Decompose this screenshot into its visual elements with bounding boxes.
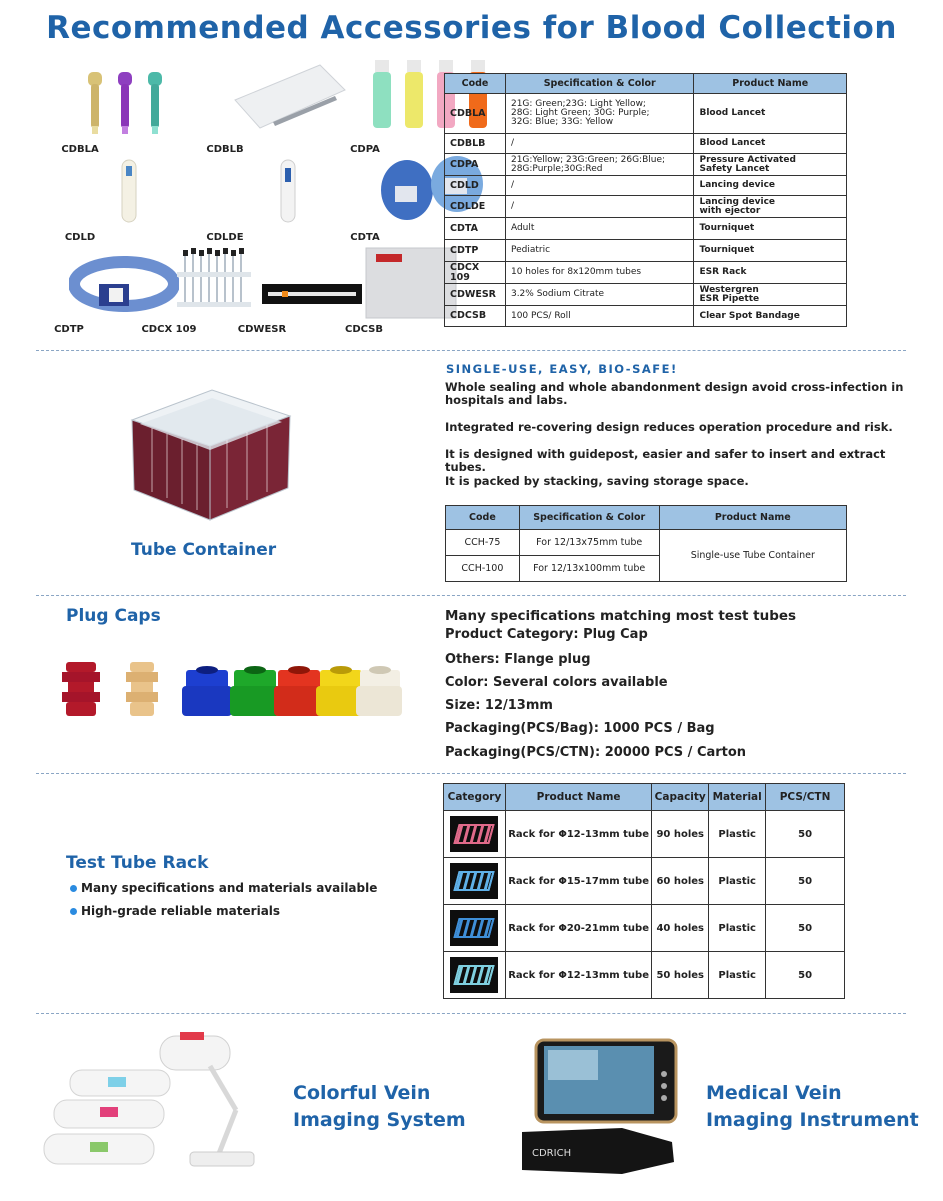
table-cell: Plastic: [709, 952, 766, 999]
colorful-vein-imaging-image: [40, 1030, 260, 1180]
table-cell: 60 holes: [652, 858, 709, 905]
col-header-material: Material: [709, 784, 766, 811]
bullet-dot-icon: [70, 885, 77, 892]
table-cell: Lancing device: [694, 176, 847, 196]
col-header-product: Product Name: [505, 784, 651, 811]
plug-caps-line: Product Category: Plug Cap: [445, 627, 648, 642]
label-line: Imaging System: [293, 1108, 466, 1131]
table-row: [445, 154, 847, 176]
table-row: [444, 952, 845, 999]
table-row: [445, 262, 847, 284]
table-cell: CDWESR: [445, 284, 506, 306]
plug-caps-line: Size: 12/13mm: [445, 698, 553, 713]
rack-bullet: [70, 881, 377, 895]
table-cell: /: [505, 176, 694, 196]
table-cell: Westergren ESR Pipette: [694, 284, 847, 306]
rack-image: [450, 816, 498, 852]
col-header-code: Code: [446, 506, 520, 530]
tube-container-tagline: SINGLE-USE, EASY, BIO-SAFE!: [446, 362, 678, 376]
table-row: [444, 811, 845, 858]
table-cell: Plastic: [709, 811, 766, 858]
plug-caps-title: Plug Caps: [66, 606, 161, 626]
table-cell: 50 holes: [652, 952, 709, 999]
tube-container-image: [112, 380, 302, 530]
table-cell: Blood Lancet: [694, 134, 847, 154]
rack-image: [450, 910, 498, 946]
product-cdwesr: [212, 254, 312, 340]
rack-shape: [454, 918, 495, 938]
product-cdtp: [14, 254, 124, 340]
rack-table: [443, 783, 845, 999]
product-cdblb: [160, 60, 290, 158]
medical-vein-label: [706, 1080, 919, 1133]
table-cell: CDCX 109: [445, 262, 506, 284]
table-cell: Rack for Φ12-13mm tube: [505, 811, 651, 858]
product-cdbla: [30, 68, 130, 158]
col-header-pcs: PCS/CTN: [766, 784, 845, 811]
product-label: CDWESR: [237, 324, 287, 335]
table-cell: Pediatric: [505, 240, 694, 262]
table-cell: Blood Lancet: [694, 94, 847, 134]
table-cell: CDLD: [445, 176, 506, 196]
col-header-spec: Specification & Color: [519, 506, 659, 530]
plug-caps-image: [58, 656, 404, 722]
product-cdcx109: [124, 244, 214, 340]
product-label: CDLDE: [206, 232, 244, 243]
rack-shape: [454, 871, 495, 891]
col-header-spec: Specification & Color: [505, 74, 694, 94]
plug-caps-line: Packaging(PCS/Bag): 1000 PCS / Bag: [445, 721, 715, 736]
col-header-category: Category: [444, 784, 506, 811]
table-cell: Pressure Activated Safety Lancet: [694, 154, 847, 176]
col-header-product: Product Name: [694, 74, 847, 94]
table-cell: Clear Spot Bandage: [694, 306, 847, 327]
table-cell: CDTP: [445, 240, 506, 262]
col-header-capacity: Capacity: [652, 784, 709, 811]
table-row: [445, 176, 847, 196]
table-cell: 40 holes: [652, 905, 709, 952]
product-cdcsb: [316, 244, 412, 340]
section-divider: [36, 773, 906, 774]
table-row: [445, 94, 847, 134]
table-row: [445, 240, 847, 262]
label-line: Medical Vein: [706, 1082, 842, 1104]
product-label: CDBLB: [206, 144, 244, 155]
table-cell: 90 holes: [652, 811, 709, 858]
plug-caps-line: Others: Flange plug: [445, 652, 591, 667]
product-cdld: [30, 158, 130, 244]
bullet-text: Many specifications and materials available: [81, 881, 378, 895]
rack-bullet: [70, 904, 280, 918]
table-row: [445, 284, 847, 306]
product-cdta: [300, 150, 430, 244]
table-cell: Plastic: [709, 858, 766, 905]
table-cell: 50: [766, 905, 845, 952]
col-header-code: Code: [445, 74, 506, 94]
table-cell: Rack for Φ15-17mm tube: [505, 858, 651, 905]
product-cdlde: [160, 158, 290, 244]
table-cell: Single-use Tube Container: [659, 530, 846, 582]
table-cell: 50: [766, 952, 845, 999]
table-cell: 50: [766, 858, 845, 905]
col-header-product: Product Name: [659, 506, 846, 530]
table-cell: Adult: [505, 218, 694, 240]
table-cell: 3.2% Sodium Citrate: [505, 284, 694, 306]
table-cell: 21G:Yellow; 23G:Green; 26G:Blue; 28G:Purple;30G:Red: [505, 154, 694, 176]
tube-point: Integrated re-covering design reduces operation procedure and risk.: [445, 420, 893, 434]
table-cell: 100 PCS/ Roll: [505, 306, 694, 327]
table-row: [445, 134, 847, 154]
table-cell: CDTA: [445, 218, 506, 240]
label-line: Imaging Instrument: [706, 1108, 919, 1131]
table-row: [445, 196, 847, 218]
medical-vein-instrument-image: [512, 1034, 692, 1184]
table-cell: For 12/13x100mm tube: [519, 556, 659, 582]
table-cell: CDLDE: [445, 196, 506, 218]
colorful-vein-label: [293, 1080, 466, 1133]
tube-point: Whole sealing and whole abandonment design avoid cross-infection in hospitals and labs.: [445, 380, 904, 408]
table-row: [445, 306, 847, 327]
product-label: CDLD: [64, 232, 96, 243]
tube-point: It is designed with guidepost, easier and safer to insert and extract tubes.: [445, 447, 886, 475]
accessory-spec-table: [444, 73, 847, 327]
rack-thumbnail: [444, 858, 506, 905]
rack-image: [450, 863, 498, 899]
plug-caps-headline: Many specifications matching most test tubes: [445, 608, 797, 624]
tube-container-caption: Tube Container: [131, 540, 277, 560]
table-cell: CCH-100: [446, 556, 520, 582]
section-divider: [36, 1013, 906, 1014]
table-cell: For 12/13x75mm tube: [519, 530, 659, 556]
table-cell: Rack for Φ20-21mm tube: [505, 905, 651, 952]
table-cell: /: [505, 196, 694, 218]
product-label: CDCSB: [345, 324, 383, 335]
table-cell: 21G: Green;23G: Light Yellow; 28G: Light Green; 30G: Purple; 32G: Blue; 33G: Yellow: [505, 94, 694, 134]
product-label: CDTA: [350, 232, 380, 243]
table-cell: CDPA: [445, 154, 506, 176]
brand-logo-text: CDRICH: [532, 1148, 572, 1159]
table-cell: CDBLA: [445, 94, 506, 134]
tube-point: It is packed by stacking, saving storage space.: [445, 474, 749, 488]
tube-container-table: [445, 505, 847, 582]
rack-thumbnail: [444, 905, 506, 952]
table-cell: ESR Rack: [694, 262, 847, 284]
rack-thumbnail: [444, 952, 506, 999]
table-cell: CDCSB: [445, 306, 506, 327]
plug-caps-line: Color: Several colors available: [445, 675, 668, 690]
rack-shape: [454, 824, 495, 844]
rack-image: [450, 957, 498, 993]
rack-title: Test Tube Rack: [66, 853, 209, 873]
section-divider: [36, 595, 906, 596]
table-cell: 50: [766, 811, 845, 858]
product-label: CDCX 109: [141, 324, 197, 335]
product-label: CDBLA: [61, 144, 99, 155]
table-cell: Plastic: [709, 905, 766, 952]
table-cell: Lancing device with ejector: [694, 196, 847, 218]
section-divider: [36, 350, 906, 351]
bullet-dot-icon: [70, 908, 77, 915]
table-cell: Tourniquet: [694, 218, 847, 240]
table-cell: Rack for Φ12-13mm tube: [505, 952, 651, 999]
table-row: [444, 905, 845, 952]
table-cell: 10 holes for 8x120mm tubes: [505, 262, 694, 284]
table-cell: CDBLB: [445, 134, 506, 154]
bullet-text: High-grade reliable materials: [81, 904, 281, 918]
product-cdpa: [300, 56, 430, 158]
table-cell: CCH-75: [446, 530, 520, 556]
label-line: Colorful Vein: [293, 1082, 431, 1104]
rack-thumbnail: [444, 811, 506, 858]
table-cell: Tourniquet: [694, 240, 847, 262]
page-title: Recommended Accessories for Blood Collection: [46, 10, 897, 46]
table-row: [445, 218, 847, 240]
table-row: [444, 858, 845, 905]
product-label: CDPA: [350, 144, 380, 155]
plug-caps-line: Packaging(PCS/CTN): 20000 PCS / Carton: [445, 745, 747, 760]
table-cell: /: [505, 134, 694, 154]
rack-shape: [454, 965, 495, 985]
product-label: CDTP: [54, 324, 84, 335]
